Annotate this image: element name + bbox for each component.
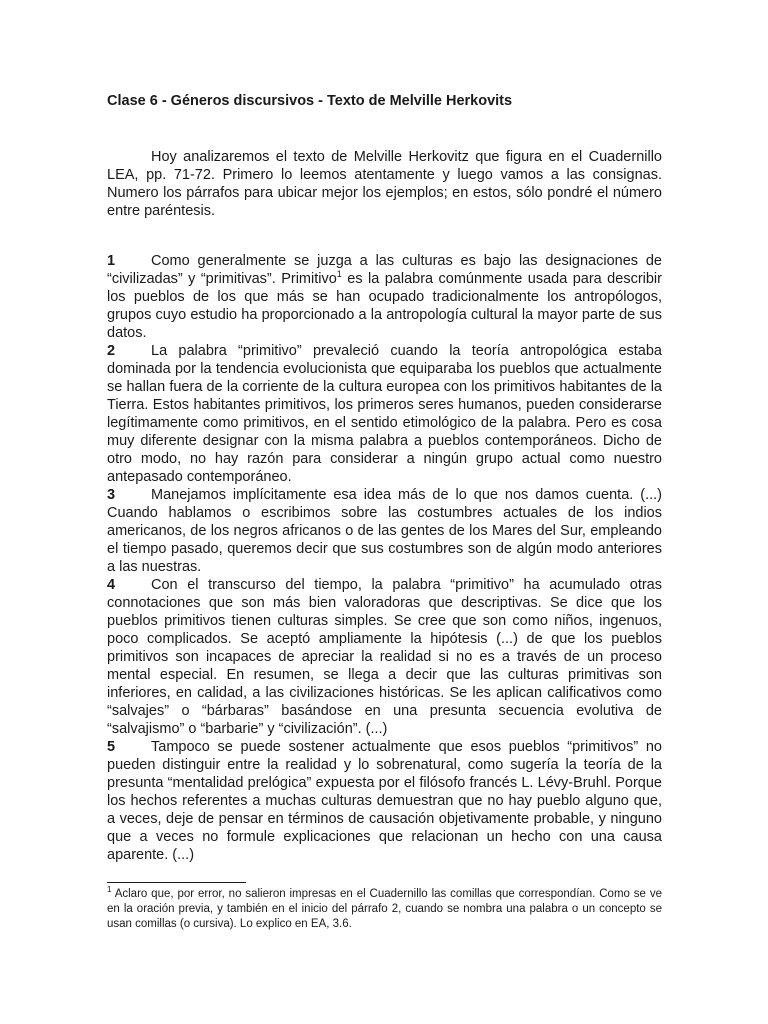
paragraph-2 — [107, 342, 662, 486]
paragraph-text: Con el transcurso del tiempo, la palabra “primitivo” ha acumulado otras connotaciones que son más bien valoradoras que descriptivas. Se dice que los pueblos primitivos tienen culturas simples. Se cree que son como niños, ingenuos, poco complicados. Se aceptó ampliamente la hipótesis (...) de que los pueblos primitivos son incapaces de apreciar la realidad si no es a través de un proceso mental especial. En resumen, se llega a decir que las culturas primitivas son inferiores, en calidad, a las civilizaciones históricas. Se les aplican calificativos como “salvajes” o “bárbaras” basándose en una presunta secuencia evolutiva de “salvajismo” o “barbarie” y “civilización”. (...) — [107, 577, 662, 737]
paragraph-number: 3 — [107, 487, 116, 503]
paragraph-text: Como generalmente se juzga a las culturas es bajo las designaciones de “civilizadas” y “primitivas”. Primitivo — [107, 253, 662, 287]
document-title: Clase 6 - Géneros discursivos - Texto de Melville Herkovits — [107, 93, 513, 109]
paragraph-text: La palabra “primitivo” prevaleció cuando la teoría antropológica estaba dominada por la tendencia evolucionista que equiparaba los pueblos que actualmente se hallan fuera de la corriente de la cultura europea con los primitivos habitantes de la Tierra. Estos habitantes primitivos, los primeros seres humanos, pueden considerarse legítimamente como primitivos, en el sentido etimológico de la palabra. Pero es cosa muy diferente designar con la misma palabra a pueblos contemporáneos. Dicho de otro modo, no hay razón para considerar a ningún grupo actual como nuestro antepasado contemporáneo. — [107, 343, 662, 485]
document-body — [107, 252, 662, 864]
intro-paragraph: Hoy analizaremos el texto de Melville Herkovitz que figura en el Cuadernillo LEA, pp. 71-72. Primero lo leemos atentamente y luego vamos a las consignas. Numero los párrafos para ubicar mejor los ejemplos; en estos, sólo pondré el número entre paréntesis. — [107, 149, 662, 219]
paragraph-3 — [107, 486, 662, 576]
paragraph-text: es la palabra comúnmente usada para describir los pueblos de los que más se han ocupado tradicionalmente los antropólogos, grupos cuyo estudio ha proporcionado a la antropología cultural la mayor parte de sus datos. — [107, 271, 662, 341]
paragraph-text: Tampoco se puede sostener actualmente que esos pueblos “primitivos” no pueden distinguir entre la realidad y lo sobrenatural, como sugería la teoría de la presunta “mentalidad prelógica” expuesta por el filósofo francés L. Lévy-Bruhl. Porque los hechos referentes a muchas culturas demuestran que no hay pueblo alguno que, a veces, deje de pensar en términos de causación objetivamente probable, y ninguno que a veces no formule explicaciones que relacionan un hecho con una causa aparente. (...) — [107, 739, 662, 863]
paragraph-number: 4 — [107, 577, 116, 593]
footnote-text: Aclaro que, por error, no salieron impresas en el Cuadernillo las comillas que correspondían. Como se ve en la oración previa, y también en el inicio del párrafo 2, cuando se nombra una palabra o un concepto se usan comillas (o cursiva). Lo explico en EA, 3.6. — [107, 888, 662, 930]
paragraph-number: 2 — [107, 343, 116, 359]
footnote-marker: 1 — [107, 885, 112, 895]
paragraph-number: 5 — [107, 739, 116, 755]
paragraph-number: 1 — [107, 253, 116, 269]
footnote — [107, 887, 662, 932]
footnote-reference: 1 — [336, 269, 342, 280]
footnote-separator — [107, 882, 246, 883]
paragraph-1 — [107, 252, 662, 342]
paragraph-5 — [107, 738, 662, 864]
paragraph-text: Manejamos implícitamente esa idea más de lo que nos damos cuenta. (...) Cuando hablamos o escribimos sobre las costumbres actuales de los indios americanos, de los negros africanos o de las gentes de los Mares del Sur, empleando el tiempo pasado, queremos decir que sus costumbres son de algún modo anteriores a las nuestras. — [107, 487, 662, 575]
paragraph-4 — [107, 576, 662, 738]
